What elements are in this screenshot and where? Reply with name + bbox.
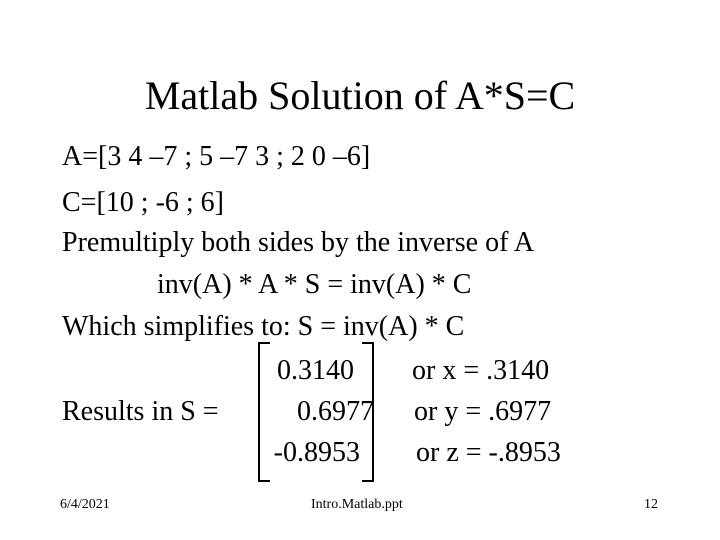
vector-c-definition: C=[10 ; -6 ; 6] xyxy=(62,187,224,218)
vector-value-x: 0.3140 xyxy=(277,355,354,386)
footer-filename: Intro.Matlab.ppt xyxy=(311,497,403,512)
component-z: or z = -.8953 xyxy=(416,437,561,468)
component-y: or y = .6977 xyxy=(414,396,552,427)
slide-title: Matlab Solution of A*S=C xyxy=(144,73,576,118)
component-x: or x = .3140 xyxy=(412,355,550,386)
vector-value-y: 0.6977 xyxy=(297,396,374,427)
vector-value-z: -0.8953 xyxy=(273,437,360,468)
footer-page-number: 12 xyxy=(644,497,658,512)
simplified-equation: Which simplifies to: S = inv(A) * C xyxy=(62,311,465,342)
footer-date: 6/4/2021 xyxy=(60,497,110,512)
inverse-equation: inv(A) * A * S = inv(A) * C xyxy=(157,269,472,300)
premultiply-text: Premultiply both sides by the inverse of A xyxy=(62,227,535,258)
results-label: Results in S = xyxy=(62,396,219,427)
matrix-a-definition: A=[3 4 –7 ; 5 –7 3 ; 2 0 –6] xyxy=(62,141,371,172)
